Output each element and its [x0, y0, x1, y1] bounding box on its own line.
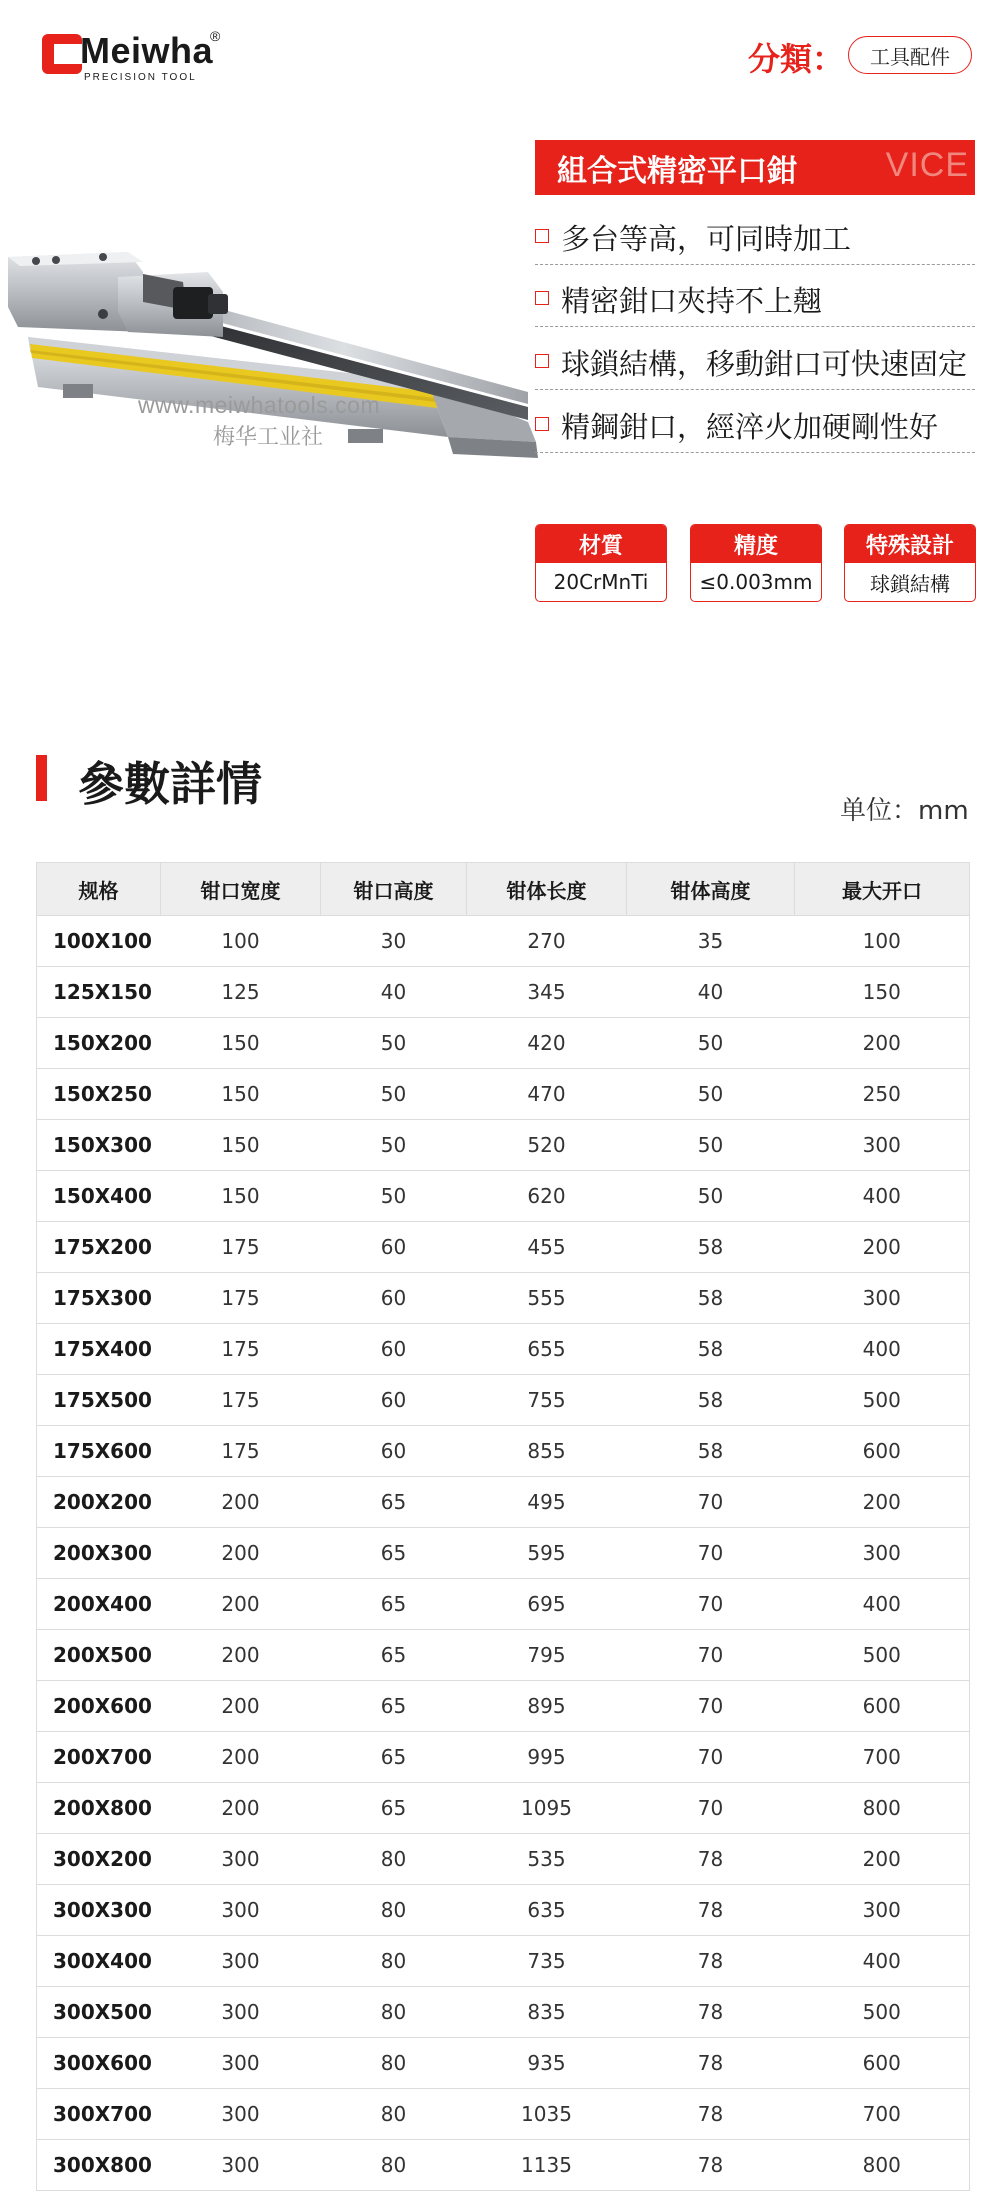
spec-value: 球鎖結構 [870, 571, 950, 596]
spec-model-cell: 100X100 [37, 916, 161, 967]
table-cell: 895 [467, 1681, 627, 1732]
table-cell: 50 [627, 1171, 795, 1222]
column-header: 规格 [37, 863, 161, 916]
watermark-cn: 梅华工业社 [213, 425, 324, 450]
table-cell: 65 [321, 1732, 467, 1783]
table-cell: 175 [161, 1273, 321, 1324]
table-cell: 30 [321, 916, 467, 967]
table-cell: 50 [321, 1069, 467, 1120]
table-row [37, 2038, 970, 2089]
table-cell: 300 [161, 2140, 321, 2191]
feature-text: 精鋼鉗口，經淬火加硬剛性好 [561, 410, 939, 444]
table-cell: 855 [467, 1426, 627, 1477]
table-row [37, 1681, 970, 1732]
table-cell: 78 [627, 1885, 795, 1936]
table-cell: 200 [161, 1579, 321, 1630]
spec-model-cell: 125X150 [37, 967, 161, 1018]
logo-text: Meiwha [80, 30, 214, 71]
category-tag[interactable] [848, 36, 972, 74]
table-cell: 500 [795, 1987, 970, 2038]
table-cell: 70 [627, 1732, 795, 1783]
table-row [37, 1222, 970, 1273]
table-cell: 200 [161, 1732, 321, 1783]
checkbox-square-icon [535, 354, 549, 368]
table-cell: 935 [467, 2038, 627, 2089]
table-cell: 175 [161, 1222, 321, 1273]
spec-model-cell: 300X600 [37, 2038, 161, 2089]
table-cell: 78 [627, 2089, 795, 2140]
table-cell: 40 [321, 967, 467, 1018]
spec-model-cell: 150X400 [37, 1171, 161, 1222]
table-cell: 80 [321, 2089, 467, 2140]
table-cell: 70 [627, 1681, 795, 1732]
table-cell: 595 [467, 1528, 627, 1579]
spec-model-cell: 300X400 [37, 1936, 161, 1987]
table-row [37, 2140, 970, 2191]
table-cell: 175 [161, 1375, 321, 1426]
spec-model-cell: 300X700 [37, 2089, 161, 2140]
table-cell: 65 [321, 1528, 467, 1579]
table-cell: 175 [161, 1426, 321, 1477]
spec-model-cell: 150X250 [37, 1069, 161, 1120]
checkbox-square-icon [535, 291, 549, 305]
table-row [37, 1579, 970, 1630]
product-title-banner [535, 140, 975, 195]
table-cell: 70 [627, 1528, 795, 1579]
table-cell: 80 [321, 2038, 467, 2089]
column-header: 最大开口 [795, 863, 970, 916]
table-cell: 600 [795, 1681, 970, 1732]
table-row [37, 1528, 970, 1579]
table-cell: 200 [161, 1630, 321, 1681]
spec-card-special-design [844, 524, 976, 602]
table-cell: 60 [321, 1222, 467, 1273]
table-cell: 695 [467, 1579, 627, 1630]
table-cell: 70 [627, 1630, 795, 1681]
table-row [37, 1732, 970, 1783]
feature-item [535, 271, 975, 327]
table-cell: 300 [795, 1120, 970, 1171]
table-cell: 50 [321, 1171, 467, 1222]
table-cell: 300 [161, 1834, 321, 1885]
spec-model-cell: 300X800 [37, 2140, 161, 2191]
table-cell: 300 [161, 2038, 321, 2089]
table-cell: 300 [795, 1273, 970, 1324]
table-cell: 58 [627, 1426, 795, 1477]
brand-logo [42, 30, 232, 84]
spec-model-cell: 300X200 [37, 1834, 161, 1885]
table-cell: 60 [321, 1324, 467, 1375]
table-cell: 700 [795, 1732, 970, 1783]
table-cell: 150 [161, 1171, 321, 1222]
table-cell: 1095 [467, 1783, 627, 1834]
table-cell: 755 [467, 1375, 627, 1426]
table-row [37, 1630, 970, 1681]
table-cell: 470 [467, 1069, 627, 1120]
table-cell: 600 [795, 1426, 970, 1477]
table-row [37, 1171, 970, 1222]
table-cell: 300 [161, 1936, 321, 1987]
section-title: 參數詳情 [78, 757, 262, 811]
table-cell: 600 [795, 2038, 970, 2089]
spec-model-cell: 200X800 [37, 1783, 161, 1834]
table-cell: 80 [321, 1936, 467, 1987]
table-cell: 400 [795, 1579, 970, 1630]
table-cell: 35 [627, 916, 795, 967]
table-cell: 65 [321, 1681, 467, 1732]
table-row [37, 1069, 970, 1120]
spec-model-cell: 175X400 [37, 1324, 161, 1375]
logo-mark-icon [42, 34, 82, 74]
table-cell: 300 [795, 1885, 970, 1936]
table-cell: 655 [467, 1324, 627, 1375]
table-row [37, 2089, 970, 2140]
table-cell: 455 [467, 1222, 627, 1273]
table-cell: 200 [795, 1477, 970, 1528]
table-cell: 500 [795, 1630, 970, 1681]
table-row [37, 916, 970, 967]
table-cell: 420 [467, 1018, 627, 1069]
spec-label: 材質 [536, 525, 666, 563]
table-cell: 50 [321, 1018, 467, 1069]
table-row [37, 1783, 970, 1834]
table-cell: 795 [467, 1630, 627, 1681]
spec-model-cell: 175X200 [37, 1222, 161, 1273]
table-cell: 250 [795, 1069, 970, 1120]
table-cell: 40 [627, 967, 795, 1018]
table-cell: 995 [467, 1732, 627, 1783]
table-cell: 735 [467, 1936, 627, 1987]
table-cell: 800 [795, 2140, 970, 2191]
product-title: 組合式精密平口鉗 [557, 153, 797, 189]
column-header: 钳口宽度 [161, 863, 321, 916]
table-cell: 70 [627, 1477, 795, 1528]
table-cell: 60 [321, 1273, 467, 1324]
table-cell: 125 [161, 967, 321, 1018]
table-cell: 50 [627, 1018, 795, 1069]
spec-model-cell: 150X200 [37, 1018, 161, 1069]
table-cell: 495 [467, 1477, 627, 1528]
table-cell: 58 [627, 1375, 795, 1426]
spec-model-cell: 175X500 [37, 1375, 161, 1426]
table-cell: 835 [467, 1987, 627, 2038]
category-tag-label: 工具配件 [870, 44, 950, 69]
table-row [37, 1885, 970, 1936]
table-cell: 300 [161, 2089, 321, 2140]
table-cell: 150 [795, 967, 970, 1018]
table-cell: 80 [321, 2140, 467, 2191]
table-row [37, 1375, 970, 1426]
table-cell: 70 [627, 1579, 795, 1630]
table-cell: 58 [627, 1324, 795, 1375]
table-cell: 80 [321, 1834, 467, 1885]
table-cell: 100 [795, 916, 970, 967]
product-title-en: VICE [885, 146, 969, 184]
table-cell: 150 [161, 1018, 321, 1069]
table-cell: 520 [467, 1120, 627, 1171]
table-row [37, 1018, 970, 1069]
column-header: 钳体高度 [627, 863, 795, 916]
table-cell: 400 [795, 1171, 970, 1222]
table-cell: 58 [627, 1273, 795, 1324]
table-row [37, 1426, 970, 1477]
table-cell: 300 [161, 1885, 321, 1936]
spec-model-cell: 200X400 [37, 1579, 161, 1630]
table-header-row [37, 863, 970, 916]
table-cell: 65 [321, 1579, 467, 1630]
table-cell: 150 [161, 1120, 321, 1171]
table-row [37, 1987, 970, 2038]
table-row [37, 1120, 970, 1171]
table-cell: 200 [795, 1834, 970, 1885]
watermark-url: www.meiwhatools.com [138, 392, 381, 418]
spec-model-cell: 200X600 [37, 1681, 161, 1732]
table-cell: 78 [627, 2140, 795, 2191]
table-cell: 58 [627, 1222, 795, 1273]
table-cell: 78 [627, 1834, 795, 1885]
spec-card-material [535, 524, 667, 602]
table-cell: 200 [795, 1018, 970, 1069]
table-cell: 200 [161, 1528, 321, 1579]
feature-text: 多台等高，可同時加工 [561, 222, 852, 256]
table-cell: 300 [795, 1528, 970, 1579]
spec-value: 20CrMnTi [553, 570, 649, 594]
table-row [37, 1936, 970, 1987]
table-cell: 65 [321, 1630, 467, 1681]
spec-model-cell: 300X500 [37, 1987, 161, 2038]
feature-text: 球鎖結構，移動鉗口可快速固定 [561, 347, 968, 381]
table-row [37, 967, 970, 1018]
table-cell: 200 [795, 1222, 970, 1273]
table-cell: 200 [161, 1783, 321, 1834]
feature-item [535, 397, 975, 453]
spec-label: 特殊設計 [845, 525, 975, 563]
table-cell: 65 [321, 1477, 467, 1528]
table-cell: 1035 [467, 2089, 627, 2140]
table-row [37, 1834, 970, 1885]
table-cell: 500 [795, 1375, 970, 1426]
table-cell: 70 [627, 1783, 795, 1834]
table-cell: 1135 [467, 2140, 627, 2191]
table-cell: 50 [321, 1120, 467, 1171]
table-row [37, 1477, 970, 1528]
category-label: 分類： [748, 40, 845, 78]
spec-model-cell: 175X300 [37, 1273, 161, 1324]
section-accent-bar [36, 755, 47, 801]
feature-item [535, 334, 975, 390]
table-cell: 200 [161, 1681, 321, 1732]
spec-model-cell: 300X300 [37, 1885, 161, 1936]
table-row [37, 1273, 970, 1324]
spec-value: ≤0.003mm [699, 570, 813, 594]
spec-model-cell: 200X700 [37, 1732, 161, 1783]
unit-label: 单位：mm [840, 796, 969, 826]
table-cell: 200 [161, 1477, 321, 1528]
table-cell: 300 [161, 1987, 321, 2038]
table-cell: 78 [627, 1936, 795, 1987]
table-cell: 50 [627, 1120, 795, 1171]
spec-card-precision [690, 524, 822, 602]
logo-registered-mark: ® [210, 28, 221, 44]
column-header: 钳体长度 [467, 863, 627, 916]
table-cell: 150 [161, 1069, 321, 1120]
logo-subtitle: PRECISION TOOL [84, 72, 197, 83]
table-cell: 175 [161, 1324, 321, 1375]
table-cell: 78 [627, 2038, 795, 2089]
table-cell: 535 [467, 1834, 627, 1885]
table-cell: 800 [795, 1783, 970, 1834]
table-cell: 400 [795, 1936, 970, 1987]
table-cell: 700 [795, 2089, 970, 2140]
table-cell: 270 [467, 916, 627, 967]
table-cell: 635 [467, 1885, 627, 1936]
table-cell: 60 [321, 1426, 467, 1477]
parameter-table [36, 862, 969, 2191]
spec-model-cell: 175X600 [37, 1426, 161, 1477]
spec-model-cell: 200X200 [37, 1477, 161, 1528]
table-cell: 80 [321, 1885, 467, 1936]
table-cell: 400 [795, 1324, 970, 1375]
table-cell: 620 [467, 1171, 627, 1222]
table-cell: 60 [321, 1375, 467, 1426]
table-cell: 555 [467, 1273, 627, 1324]
spec-model-cell: 200X300 [37, 1528, 161, 1579]
spec-model-cell: 150X300 [37, 1120, 161, 1171]
checkbox-square-icon [535, 417, 549, 431]
table-cell: 100 [161, 916, 321, 967]
table-cell: 78 [627, 1987, 795, 2038]
table-cell: 50 [627, 1069, 795, 1120]
checkbox-square-icon [535, 229, 549, 243]
spec-model-cell: 200X500 [37, 1630, 161, 1681]
table-cell: 345 [467, 967, 627, 1018]
table-row [37, 1324, 970, 1375]
column-header: 钳口高度 [321, 863, 467, 916]
table-cell: 65 [321, 1783, 467, 1834]
table-cell: 80 [321, 1987, 467, 2038]
feature-item [535, 209, 975, 265]
spec-label: 精度 [691, 525, 821, 563]
feature-text: 精密鉗口夾持不上翹 [561, 284, 823, 318]
